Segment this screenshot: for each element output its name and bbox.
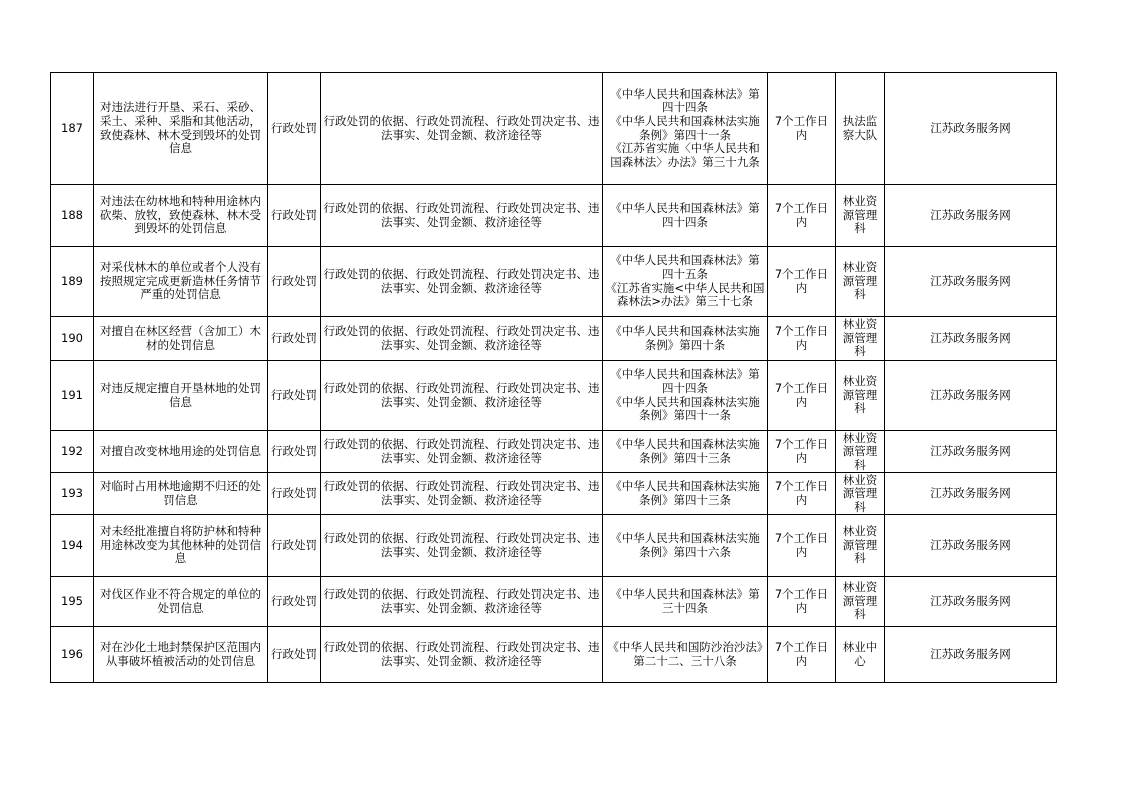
disclosure-channel-cell bbox=[885, 515, 1057, 577]
legal-basis-cell bbox=[603, 627, 768, 683]
disclosure-channel: 江苏政务服务网 bbox=[930, 444, 1011, 458]
item-name-cell bbox=[94, 431, 268, 473]
row-number: 189 bbox=[61, 274, 83, 288]
row-number: 191 bbox=[61, 388, 83, 402]
time-limit-cell bbox=[768, 317, 836, 361]
row-number-cell bbox=[51, 577, 94, 627]
legal-basis: 《中华人民共和国森林法》第四十四条 《中华人民共和国森林法实施条例》第四十一条 bbox=[610, 368, 760, 423]
table-row bbox=[51, 627, 1057, 683]
responsible-department-cell bbox=[836, 185, 885, 247]
item-name: 对违法进行开垦、采石、采砂、采土、采种、采脂和其他活动，致使森林、林木受到毁坏的处罚信息 bbox=[100, 101, 261, 156]
disclosure-channel-cell bbox=[885, 185, 1057, 247]
time-limit: 7个工作日内 bbox=[774, 267, 829, 295]
table-row bbox=[51, 431, 1057, 473]
legal-basis: 《中华人民共和国森林法》第四十四条 《中华人民共和国森林法实施条例》第四十一条 《江苏省实施〈中华人民共和国森林法〉办法》第三十九条 bbox=[610, 87, 760, 169]
legal-basis-cell bbox=[603, 361, 768, 431]
item-name: 对擅自在林区经营（含加工）木材的处罚信息 bbox=[100, 324, 261, 352]
time-limit: 7个工作日内 bbox=[774, 640, 829, 668]
disclosure-content: 行政处罚的依据、行政处罚流程、行政处罚决定书、违法事实、处罚金额、救济途径等 bbox=[323, 114, 600, 142]
item-category-cell bbox=[268, 431, 321, 473]
disclosure-content-cell bbox=[321, 577, 603, 627]
legal-basis: 《中华人民共和国防沙治沙法》第二十二、三十八条 bbox=[607, 640, 763, 668]
legal-basis-cell bbox=[603, 515, 768, 577]
time-limit: 7个工作日内 bbox=[774, 381, 829, 409]
time-limit-cell bbox=[768, 185, 836, 247]
item-category: 行政处罚 bbox=[271, 208, 317, 222]
item-category-cell bbox=[268, 185, 321, 247]
table-row bbox=[51, 473, 1057, 515]
item-name: 对违法在幼林地和特种用途林内砍柴、放牧，致使森林、林木受到毁坏的处罚信息 bbox=[100, 195, 261, 236]
item-category: 行政处罚 bbox=[271, 121, 317, 135]
time-limit-cell bbox=[768, 515, 836, 577]
disclosure-content: 行政处罚的依据、行政处罚流程、行政处罚决定书、违法事实、处罚金额、救济途径等 bbox=[323, 437, 600, 465]
responsible-department: 林业资源管理科 bbox=[842, 581, 878, 622]
disclosure-channel-cell bbox=[885, 431, 1057, 473]
item-name-cell bbox=[94, 515, 268, 577]
legal-basis: 《中华人民共和国森林法实施条例》第四十三条 bbox=[610, 437, 760, 465]
disclosure-content-cell bbox=[321, 73, 603, 185]
disclosure-channel-cell bbox=[885, 73, 1057, 185]
table-row bbox=[51, 577, 1057, 627]
legal-basis: 《中华人民共和国森林法实施条例》第四十三条 bbox=[610, 479, 760, 507]
legal-basis-cell bbox=[603, 317, 768, 361]
row-number-cell bbox=[51, 185, 94, 247]
responsible-department-cell bbox=[836, 73, 885, 185]
item-category: 行政处罚 bbox=[271, 594, 317, 608]
item-name-cell bbox=[94, 247, 268, 317]
item-name: 对临时占用林地逾期不归还的处罚信息 bbox=[100, 479, 261, 507]
responsible-department: 林业资源管理科 bbox=[842, 318, 878, 359]
legal-basis: 《中华人民共和国森林法实施条例》第四十六条 bbox=[610, 531, 760, 559]
row-number-cell bbox=[51, 473, 94, 515]
item-category-cell bbox=[268, 73, 321, 185]
disclosure-content: 行政处罚的依据、行政处罚流程、行政处罚决定书、违法事实、处罚金额、救济途径等 bbox=[323, 479, 600, 507]
disclosure-content-cell bbox=[321, 317, 603, 361]
time-limit: 7个工作日内 bbox=[774, 479, 829, 507]
row-number: 194 bbox=[61, 538, 83, 552]
item-name-cell bbox=[94, 473, 268, 515]
disclosure-content-cell bbox=[321, 361, 603, 431]
time-limit: 7个工作日内 bbox=[774, 201, 829, 229]
table-row bbox=[51, 361, 1057, 431]
disclosure-content-cell bbox=[321, 627, 603, 683]
item-category: 行政处罚 bbox=[271, 388, 317, 402]
disclosure-channel-cell bbox=[885, 627, 1057, 683]
time-limit: 7个工作日内 bbox=[774, 437, 829, 465]
time-limit: 7个工作日内 bbox=[774, 324, 829, 352]
row-number-cell bbox=[51, 73, 94, 185]
row-number: 192 bbox=[61, 444, 83, 458]
item-name: 对擅自改变林地用途的处罚信息 bbox=[100, 444, 261, 458]
disclosure-channel-cell bbox=[885, 317, 1057, 361]
responsible-department-cell bbox=[836, 431, 885, 473]
item-name-cell bbox=[94, 361, 268, 431]
table-row bbox=[51, 247, 1057, 317]
item-name-cell bbox=[94, 317, 268, 361]
item-category: 行政处罚 bbox=[271, 647, 317, 661]
legal-basis-cell bbox=[603, 431, 768, 473]
item-category: 行政处罚 bbox=[271, 331, 317, 345]
disclosure-content-cell bbox=[321, 247, 603, 317]
legal-basis-cell bbox=[603, 247, 768, 317]
disclosure-content: 行政处罚的依据、行政处罚流程、行政处罚决定书、违法事实、处罚金额、救济途径等 bbox=[323, 324, 600, 352]
table-row bbox=[51, 185, 1057, 247]
disclosure-channel-cell bbox=[885, 473, 1057, 515]
disclosure-channel: 江苏政务服务网 bbox=[930, 274, 1011, 288]
responsible-department-cell bbox=[836, 247, 885, 317]
disclosure-channel: 江苏政务服务网 bbox=[930, 538, 1011, 552]
row-number-cell bbox=[51, 431, 94, 473]
disclosure-content-cell bbox=[321, 431, 603, 473]
legal-basis-cell bbox=[603, 185, 768, 247]
disclosure-content-cell bbox=[321, 185, 603, 247]
row-number-cell bbox=[51, 627, 94, 683]
time-limit-cell bbox=[768, 73, 836, 185]
responsible-department: 林业中心 bbox=[842, 640, 878, 668]
item-category-cell bbox=[268, 473, 321, 515]
table-body bbox=[51, 73, 1057, 683]
responsible-department: 林业资源管理科 bbox=[842, 261, 878, 302]
disclosure-content: 行政处罚的依据、行政处罚流程、行政处罚决定书、违法事实、处罚金额、救济途径等 bbox=[323, 381, 600, 409]
disclosure-content: 行政处罚的依据、行政处罚流程、行政处罚决定书、违法事实、处罚金额、救济途径等 bbox=[323, 267, 600, 295]
row-number: 188 bbox=[61, 208, 83, 222]
legal-basis: 《中华人民共和国森林法实施条例》第四十条 bbox=[610, 324, 760, 352]
item-category-cell bbox=[268, 361, 321, 431]
disclosure-channel: 江苏政务服务网 bbox=[930, 647, 1011, 661]
row-number: 196 bbox=[61, 647, 83, 661]
responsible-department-cell bbox=[836, 577, 885, 627]
disclosure-content-cell bbox=[321, 515, 603, 577]
item-name-cell bbox=[94, 627, 268, 683]
item-category-cell bbox=[268, 247, 321, 317]
item-name: 对采伐林木的单位或者个人没有按照规定完成更新造林任务情节严重的处罚信息 bbox=[100, 261, 261, 302]
row-number: 187 bbox=[61, 121, 83, 135]
responsible-department: 林业资源管理科 bbox=[842, 375, 878, 416]
disclosure-content: 行政处罚的依据、行政处罚流程、行政处罚决定书、违法事实、处罚金额、救济途径等 bbox=[323, 531, 600, 559]
item-name: 对违反规定擅自开垦林地的处罚信息 bbox=[100, 381, 261, 409]
disclosure-channel: 江苏政务服务网 bbox=[930, 594, 1011, 608]
legal-basis-cell bbox=[603, 577, 768, 627]
legal-basis: 《中华人民共和国森林法》第三十四条 bbox=[610, 587, 760, 615]
time-limit: 7个工作日内 bbox=[774, 587, 829, 615]
responsible-department-cell bbox=[836, 473, 885, 515]
item-category-cell bbox=[268, 317, 321, 361]
time-limit: 7个工作日内 bbox=[774, 114, 829, 142]
time-limit: 7个工作日内 bbox=[774, 531, 829, 559]
responsible-department-cell bbox=[836, 361, 885, 431]
time-limit-cell bbox=[768, 247, 836, 317]
item-name-cell bbox=[94, 577, 268, 627]
legal-basis-cell bbox=[603, 73, 768, 185]
disclosure-channel: 江苏政务服务网 bbox=[930, 388, 1011, 402]
row-number: 193 bbox=[61, 486, 83, 500]
responsible-department: 林业资源管理科 bbox=[842, 525, 878, 566]
disclosure-content: 行政处罚的依据、行政处罚流程、行政处罚决定书、违法事实、处罚金额、救济途径等 bbox=[323, 201, 600, 229]
item-category: 行政处罚 bbox=[271, 486, 317, 500]
row-number-cell bbox=[51, 247, 94, 317]
table-row bbox=[51, 515, 1057, 577]
disclosure-channel: 江苏政务服务网 bbox=[930, 331, 1011, 345]
responsible-department-cell bbox=[836, 515, 885, 577]
responsible-department-cell bbox=[836, 627, 885, 683]
item-category-cell bbox=[268, 515, 321, 577]
table-row bbox=[51, 317, 1057, 361]
item-name-cell bbox=[94, 185, 268, 247]
legal-basis: 《中华人民共和国森林法》第四十五条 《江苏省实施<中华人民共和国森林法>办法》第三十七条 bbox=[605, 254, 765, 309]
item-name: 对未经批准擅自将防护林和特种用途林改变为其他林种的处罚信息 bbox=[100, 525, 261, 566]
responsible-department-cell bbox=[836, 317, 885, 361]
time-limit-cell bbox=[768, 627, 836, 683]
disclosure-channel-cell bbox=[885, 247, 1057, 317]
item-name-cell bbox=[94, 73, 268, 185]
disclosure-channel: 江苏政务服务网 bbox=[930, 486, 1011, 500]
item-name: 对伐区作业不符合规定的单位的处罚信息 bbox=[100, 587, 261, 615]
row-number: 195 bbox=[61, 594, 83, 608]
disclosure-content: 行政处罚的依据、行政处罚流程、行政处罚决定书、违法事实、处罚金额、救济途径等 bbox=[323, 640, 600, 668]
disclosure-content-cell bbox=[321, 473, 603, 515]
row-number-cell bbox=[51, 317, 94, 361]
item-category-cell bbox=[268, 627, 321, 683]
item-category: 行政处罚 bbox=[271, 444, 317, 458]
disclosure-channel: 江苏政务服务网 bbox=[930, 208, 1011, 222]
item-category: 行政处罚 bbox=[271, 274, 317, 288]
legal-basis-cell bbox=[603, 473, 768, 515]
disclosure-channel-cell bbox=[885, 361, 1057, 431]
legal-basis: 《中华人民共和国森林法》第四十四条 bbox=[610, 201, 760, 229]
item-name: 对在沙化土地封禁保护区范围内从事破坏植被活动的处罚信息 bbox=[100, 640, 261, 668]
disclosure-content: 行政处罚的依据、行政处罚流程、行政处罚决定书、违法事实、处罚金额、救济途径等 bbox=[323, 587, 600, 615]
disclosure-channel: 江苏政务服务网 bbox=[930, 121, 1011, 135]
table-row bbox=[51, 73, 1057, 185]
item-category-cell bbox=[268, 577, 321, 627]
responsible-department: 林业资源管理科 bbox=[842, 195, 878, 236]
responsible-department: 林业资源管理科 bbox=[842, 431, 878, 472]
disclosure-table bbox=[50, 72, 1057, 683]
time-limit-cell bbox=[768, 431, 836, 473]
row-number-cell bbox=[51, 361, 94, 431]
time-limit-cell bbox=[768, 361, 836, 431]
item-category: 行政处罚 bbox=[271, 538, 317, 552]
responsible-department: 林业资源管理科 bbox=[842, 473, 878, 514]
disclosure-channel-cell bbox=[885, 577, 1057, 627]
row-number: 190 bbox=[61, 331, 83, 345]
time-limit-cell bbox=[768, 473, 836, 515]
time-limit-cell bbox=[768, 577, 836, 627]
responsible-department: 执法监察大队 bbox=[842, 114, 878, 142]
row-number-cell bbox=[51, 515, 94, 577]
